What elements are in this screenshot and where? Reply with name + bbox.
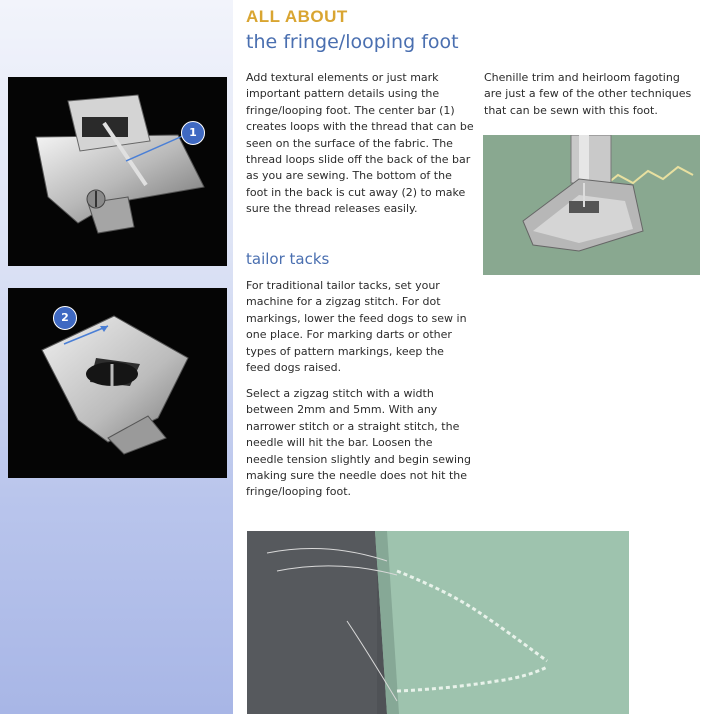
tailor-tacks-photo [247,531,629,714]
page-title: the fringe/looping foot [246,31,459,53]
foot-bottom-photo [8,288,227,478]
intro-paragraph: Add textural elements or just mark important pattern details using the fringe/looping foot. The center bar (1) creates loops with the thread that can be seen on the surface of the fabric. The thread loops slide off the back of the bar as you are sewing. The bottom of the foot in the back is cut away (2) to make sure the thread releases easily. [246,71,474,216]
foot-sewing-photo [483,135,700,275]
tailor-tacks-illustration [247,531,629,714]
section-kicker: ALL ABOUT [246,7,348,26]
tailor-tacks-heading: tailor tacks [246,250,330,268]
callout-badge-1: 1 [181,121,205,145]
foot-sewing-illustration [483,135,700,275]
foot-top-photo [8,77,227,266]
tailor-tacks-paragraph-2: Select a zigzag stitch with a width between 2mm and 5mm. With any narrower stitch or a straight stitch, the needle will hit the bar. Loosen the needle tension slightly and begin sewing making sure the needle does not hit the fringe/looping foot. [246,387,471,499]
foot-bottom-illustration [8,288,227,478]
tailor-tacks-paragraph-1: For traditional tailor tacks, set your machine for a zigzag stitch. For dot markings, lower the feed dogs to sew in one place. For marking darts or other types of pattern markings, keep the feed dogs raised. [246,279,467,375]
side-note-paragraph: Chenille trim and heirloom fagoting are just a few of the other techniques that can be sewn with this foot. [484,71,692,117]
foot-top-illustration [8,77,227,266]
callout-badge-2: 2 [53,306,77,330]
